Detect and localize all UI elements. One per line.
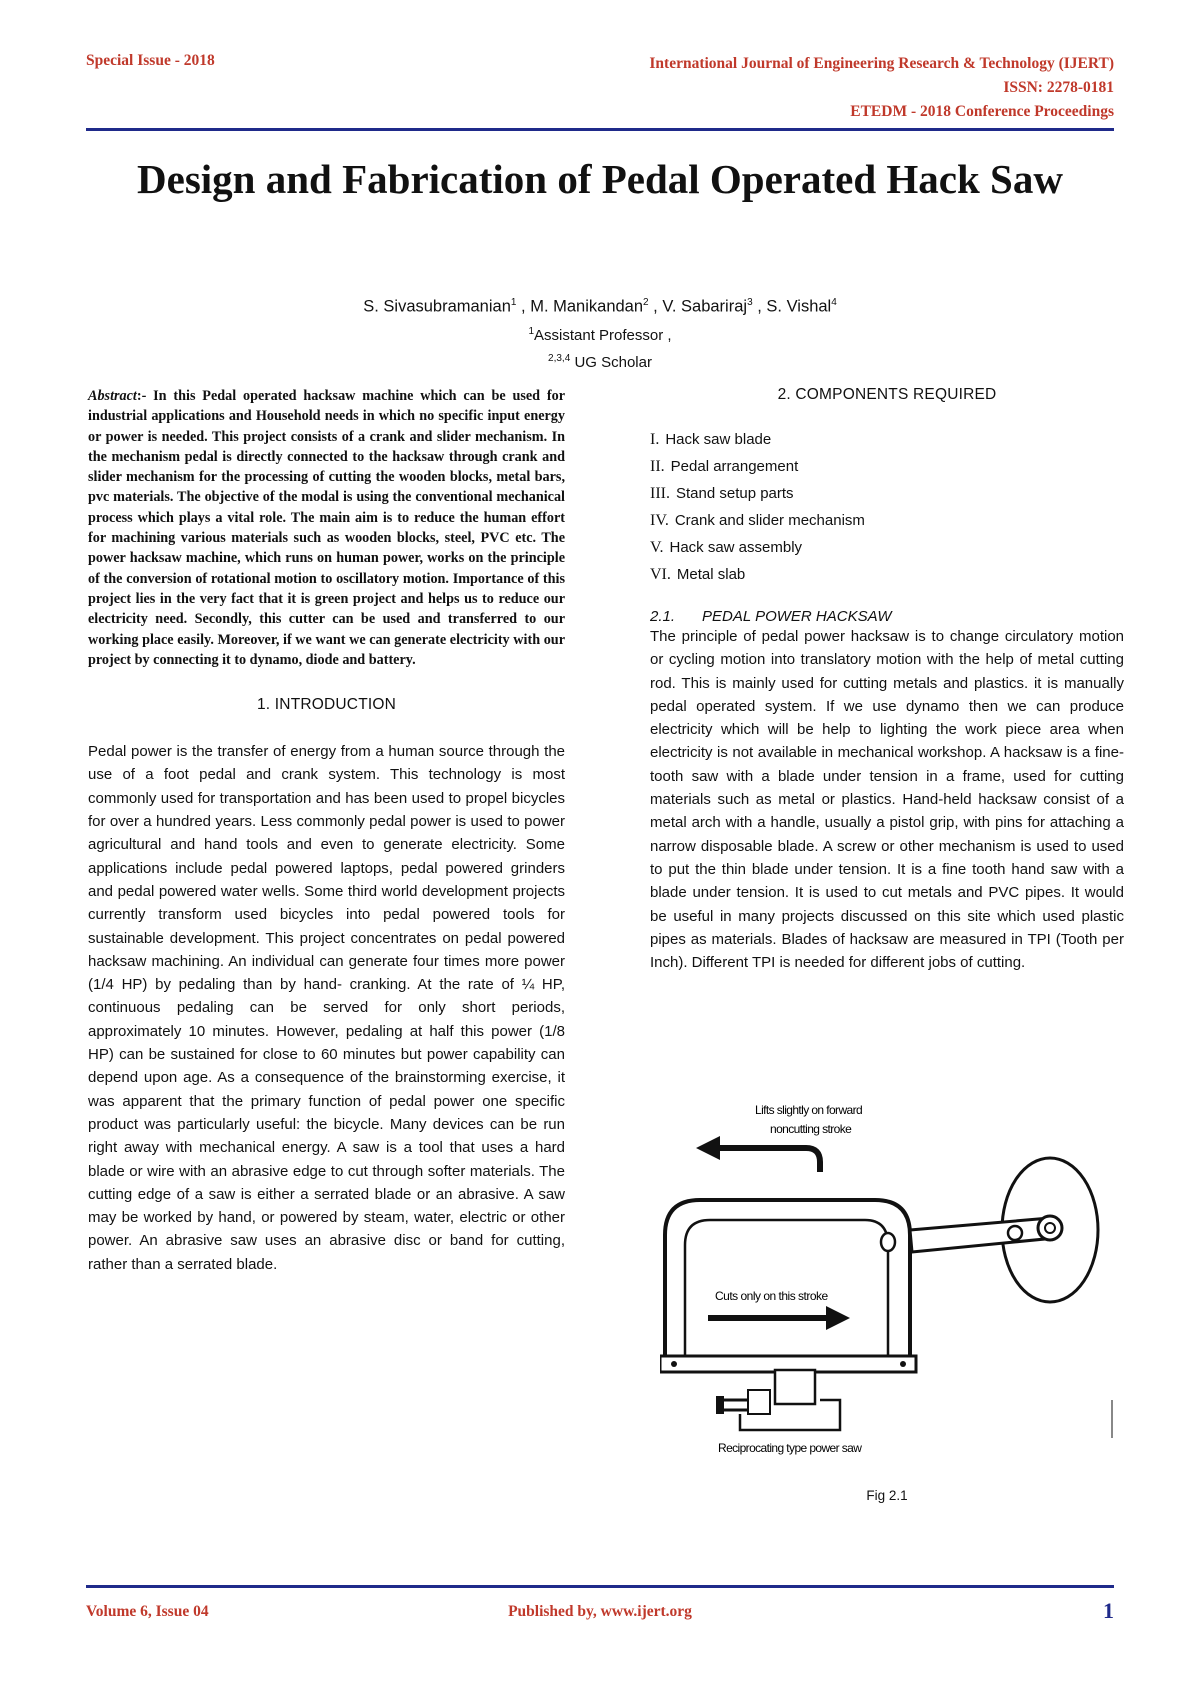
hacksaw-figure bbox=[660, 1100, 1125, 1470]
journal-info bbox=[649, 52, 1114, 124]
list-item bbox=[650, 453, 1124, 480]
vise-screw bbox=[720, 1400, 748, 1410]
list-label: Crank and slider mechanism bbox=[674, 512, 865, 529]
list-label: Hack saw blade bbox=[665, 431, 772, 448]
author-name: S. Vishal bbox=[766, 297, 832, 316]
author-sup: 2 bbox=[643, 297, 649, 308]
list-label: Hack saw assembly bbox=[669, 539, 803, 556]
workpiece bbox=[775, 1370, 815, 1404]
list-number: VI. bbox=[650, 566, 671, 583]
affiliation bbox=[86, 347, 1114, 374]
affiliation-sup: 2,3,4 bbox=[548, 352, 571, 364]
volume-issue: Volume 6, Issue 04 bbox=[86, 1603, 209, 1620]
author-name: S. Sivasubramanian bbox=[363, 297, 511, 316]
journal-name: International Journal of Engineering Research & Technology (IJERT) bbox=[649, 55, 1114, 72]
author-line: S. Sivasubramanian$^1$ , M. Manikandan$^2$ , V. Sabariraj$^3$ , S. Vishal$^4$ bbox=[363, 297, 837, 316]
left-column bbox=[88, 386, 565, 1276]
components-heading: 2. COMPONENTS REQUIRED bbox=[777, 386, 997, 403]
list-number: I. bbox=[650, 431, 660, 448]
crank-pin-center bbox=[1045, 1223, 1055, 1233]
page-header bbox=[86, 52, 1114, 122]
pedal-power-text: The principle of pedal power hacksaw is to change circulatory motion or cycling motion into translatory motion with the help of metal cutting rod. This is mainly used for cutting metals and plastics. it is manually pedal operated system. If we use dynamo then we can produce electricity which will be help to lighting the work piece area when electricity is not available in mechanical workshop. A hacksaw is a fine- tooth saw with a blade under tension in a frame, used for cutting materials such as metal or plastics. Hand-held hacksaw consist of a metal arch with a handle, usually a pistol grip, with pins for attaching a narrow disposable blade. A screw or other mechanism is used to used to put the thin blade under tension. It is a fine tooth hand saw with a blade under tension. It is used to cut metals and PVC pipes. It would be useful in many projects discussed on this site which used plastic pipes as materials. Blades of hacksaw are measured in TPI (Tooth per Inch). Different TPI is needed for different jobs of cutting. bbox=[650, 628, 1124, 972]
footer-rule bbox=[86, 1585, 1114, 1588]
figure-caption: Fig 2.1 bbox=[866, 1488, 908, 1503]
author-sup: 1 bbox=[510, 297, 517, 308]
page-number: 1 bbox=[1103, 1598, 1114, 1623]
list-label: Metal slab bbox=[676, 566, 746, 583]
figure-label-top-1: Lifts slightly on forward bbox=[755, 1103, 863, 1117]
author-block bbox=[86, 290, 1114, 374]
list-number: II. bbox=[650, 458, 665, 475]
header-rule bbox=[86, 128, 1114, 131]
special-issue-label: Special Issue - 2018 bbox=[86, 52, 215, 69]
list-label: Pedal arrangement bbox=[670, 458, 799, 475]
rod-joint bbox=[1008, 1226, 1022, 1240]
vise-jaw bbox=[748, 1390, 770, 1414]
section-title: PEDAL POWER HACKSAW bbox=[702, 608, 892, 625]
affiliation-text: Assistant Professor , bbox=[534, 326, 672, 344]
conference-name: ETEDM - 2018 Conference Proceedings bbox=[850, 103, 1114, 120]
affiliation bbox=[86, 320, 1114, 347]
list-item bbox=[650, 480, 1124, 507]
list-item bbox=[650, 561, 1124, 588]
figure-label-middle: Cuts only on this stroke bbox=[715, 1289, 828, 1303]
affiliation-sup: 1 bbox=[528, 325, 534, 337]
list-number: V. bbox=[650, 539, 664, 556]
components-list bbox=[650, 426, 1124, 588]
hacksaw-diagram bbox=[660, 1100, 1125, 1470]
author-name: M. Manikandan bbox=[530, 297, 644, 316]
list-item bbox=[650, 426, 1124, 453]
affiliation-text: UG Scholar bbox=[574, 353, 652, 371]
list-number: III. bbox=[650, 485, 670, 502]
figure-label-bottom: Reciprocating type power saw bbox=[718, 1441, 862, 1455]
rod-pivot bbox=[881, 1233, 895, 1251]
abstract bbox=[88, 386, 565, 670]
list-label: Stand setup parts bbox=[675, 485, 794, 502]
publisher-link[interactable]: Published by, www.ijert.org bbox=[508, 1603, 692, 1620]
author-sup: 3 bbox=[747, 297, 753, 308]
abstract-label: Abstract bbox=[88, 388, 137, 404]
issn: ISSN: 2278-0181 bbox=[1003, 79, 1114, 96]
cut-arrow-head-icon bbox=[826, 1306, 850, 1330]
blade-pin bbox=[671, 1361, 677, 1367]
paper-title: Design and Fabrication of Pedal Operated Hack Saw bbox=[137, 156, 1063, 202]
arrow-head-icon bbox=[696, 1136, 720, 1160]
introduction-text: Pedal power is the transfer of energy from a human source through the use of a foot pedal and crank system. This technology is most commonly used for transportation and has been used to propel bicycles for over a hundred years. Less commonly pedal power is used to power agricultural and hand tools and even to generate electricity. Some applications include pedal powered laptops, pedal powered grinders and pedal powered water wells. Some third world development projects currently transform used bicycles into pedal powered tools for sustainable development. This project concentrates on pedal powered hacksaw machining. An individual can generate four times more power (1/4 HP) by pedaling than by hand- cranking. At the rate of ¼ HP, continuous pedaling can be served for only short periods, approximately 10 minutes. However, pedaling at half this power (1/8 HP) can be sustained for close to 60 minutes but power capability can depend upon age. As a consequence of the brainstorming exercise, it was apparent that the primary function of pedal power one specific product was particularly useful: the bicycle. Many devices can be run right away with mechanical energy. A saw is a tool that uses a hard blade or wire with an abrasive edge to cut through softer materials. The cutting edge of a saw is either a serrated blade or an abrasive. A saw may be worked by hand, or powered by steam, water, electric or other power. An abrasive saw uses an abrasive disc or band for cutting, rather than a serrated blade. bbox=[88, 743, 565, 1273]
blade-pin bbox=[900, 1361, 906, 1367]
connecting-rod bbox=[910, 1218, 1055, 1252]
list-item bbox=[650, 507, 1124, 534]
vise-handle bbox=[716, 1396, 724, 1414]
pedal-power-heading bbox=[650, 608, 1124, 625]
list-item bbox=[650, 534, 1124, 561]
abstract-separator: :- bbox=[136, 388, 154, 404]
author-sup: 4 bbox=[831, 297, 837, 308]
author-name: V. Sabariraj bbox=[662, 297, 748, 316]
right-column bbox=[650, 386, 1124, 974]
introduction-heading: 1. INTRODUCTION bbox=[256, 696, 397, 714]
saw-frame bbox=[665, 1200, 910, 1370]
figure-label-top-2: noncutting stroke bbox=[770, 1122, 852, 1136]
return-arrow-icon bbox=[718, 1148, 820, 1172]
abstract-text: In this Pedal operated hacksaw machine which can be used for industrial applications and Household needs in which no specific input energy or power is needed. This project consists of a crank and slider mechanism. In the mechanism pedal is directly connected to the hacksaw through crank and slider mechanism for the processing of cutting the wooden blocks, metal bars, pvc materials. The objective of the modal is using the conventional mechanical process which plays a vital role. The main aim is to reduce the human effort for machining various materials such as wooden blocks, steel, PVC etc. The power hacksaw machine, which runs on human power, works on the principle of the conversion of rotational motion to oscillatory motion. Importance of this project lies in the very fact that it is green project and helps us to reduce our electricity need. Secondly, this cutter can be used and transferred to our working place easily. Moreover, if we want we can generate electricity with our project by connecting it to dynamo, diode and battery. bbox=[88, 388, 565, 668]
section-number: 2.1. bbox=[650, 608, 676, 625]
list-number: IV. bbox=[650, 512, 669, 529]
